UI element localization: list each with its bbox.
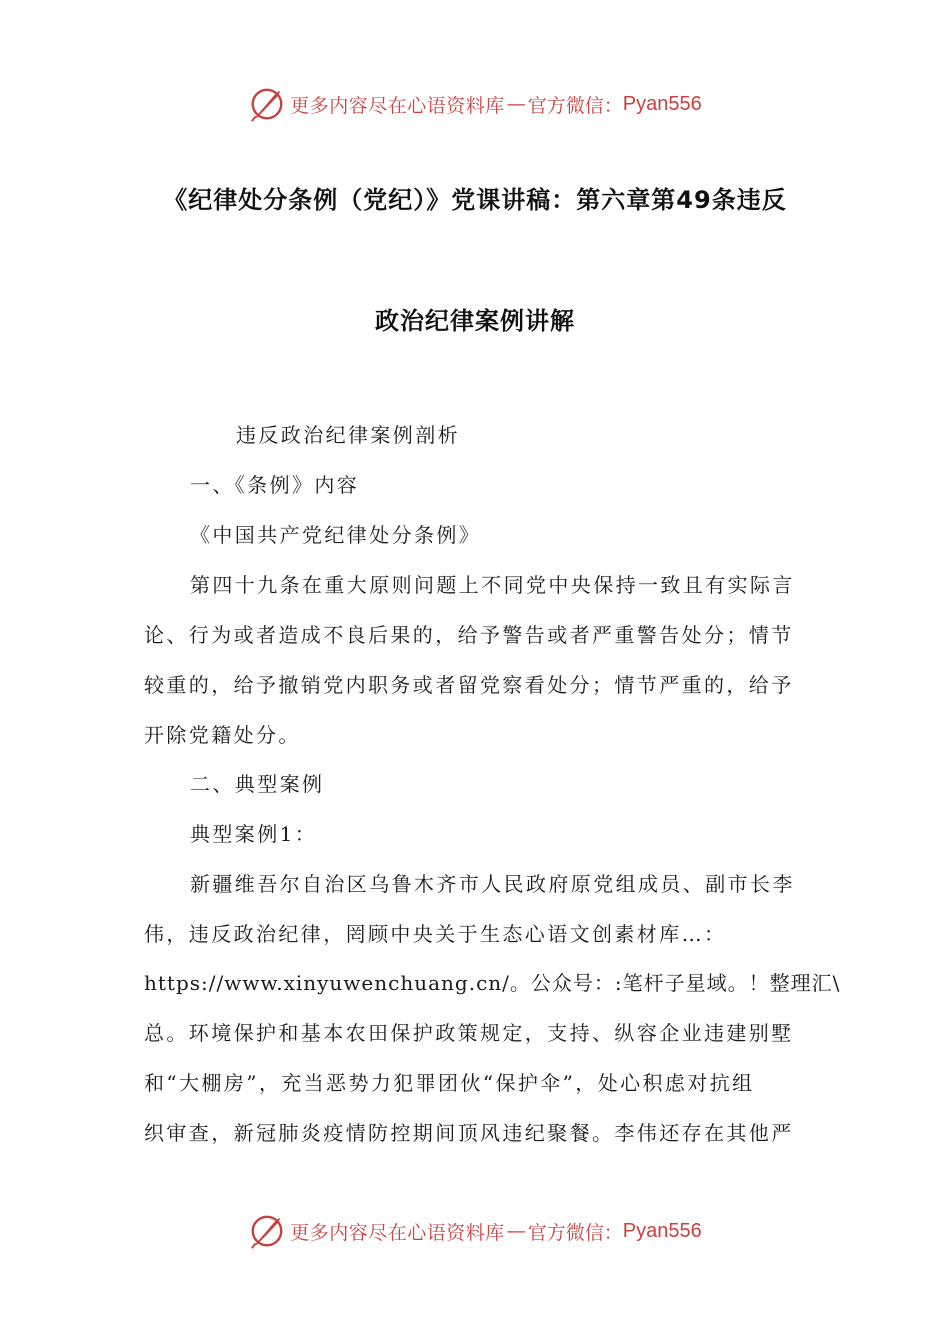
banner-wechat-id: Pyan556 bbox=[622, 1219, 702, 1242]
banner-separator: — bbox=[506, 1220, 526, 1242]
banner-wechat-id: Pyan556 bbox=[622, 92, 702, 115]
case-line-url: https://www.xinyuwenchuang.cn/。公众号：:笔杆子星域。！整理汇\ bbox=[144, 971, 841, 995]
document-title-line-1: 《纪律处分条例（党纪）》党课讲稿：第六章第49条违反 bbox=[163, 186, 787, 214]
footer-watermark-banner bbox=[0, 1209, 950, 1253]
section1-heading: 一、《条例》内容 bbox=[190, 473, 360, 497]
subtitle: 违反政治纪律案例剖析 bbox=[236, 423, 460, 447]
quill-pen-logo-icon bbox=[248, 1212, 286, 1250]
banner-separator: — bbox=[506, 93, 526, 115]
banner-wechat-label: 官方微信： bbox=[527, 1221, 623, 1244]
header-watermark-banner bbox=[0, 82, 950, 126]
case-line: 新疆维吾尔自治区乌鲁木齐市人民政府原党组成员、副市长李 bbox=[190, 872, 795, 896]
case-line: 伟，违反政治纪律，罔顾中央关于生态心语文创素材库…： bbox=[144, 922, 727, 946]
document-title-line-2: 政治纪律案例讲解 bbox=[375, 307, 575, 335]
case-line: 和“大棚房”，充当恶势力犯罪团伙“保护伞”，处心积虑对抗组 bbox=[144, 1071, 755, 1095]
case-line: 织审查，新冠肺炎疫情防控期间顶风违纪聚餐。李伟还存在其他严 bbox=[144, 1121, 794, 1145]
article-line: 开除党籍处分。 bbox=[144, 723, 301, 747]
case-line: 总。环境保护和基本农田保护政策规定，支持、纵容企业违建别墅 bbox=[144, 1021, 794, 1045]
regulation-name: 《中国共产党纪律处分条例》 bbox=[190, 523, 482, 547]
banner-text: 更多内容尽在心语资料库 bbox=[290, 94, 505, 117]
quill-pen-logo-icon bbox=[248, 85, 286, 123]
article-line: 第四十九条在重大原则问题上不同党中央保持一致且有实际言 bbox=[190, 573, 795, 597]
section2-heading: 二、典型案例 bbox=[190, 772, 325, 796]
article-line: 较重的，给予撤销党内职务或者留党察看处分；情节严重的，给予 bbox=[144, 673, 794, 697]
article-line: 论、行为或者造成不良后果的，给予警告或者严重警告处分；情节 bbox=[144, 623, 794, 647]
case-label: 典型案例1： bbox=[190, 822, 318, 846]
banner-wechat-label: 官方微信： bbox=[527, 94, 623, 117]
banner-text: 更多内容尽在心语资料库 bbox=[290, 1221, 505, 1244]
